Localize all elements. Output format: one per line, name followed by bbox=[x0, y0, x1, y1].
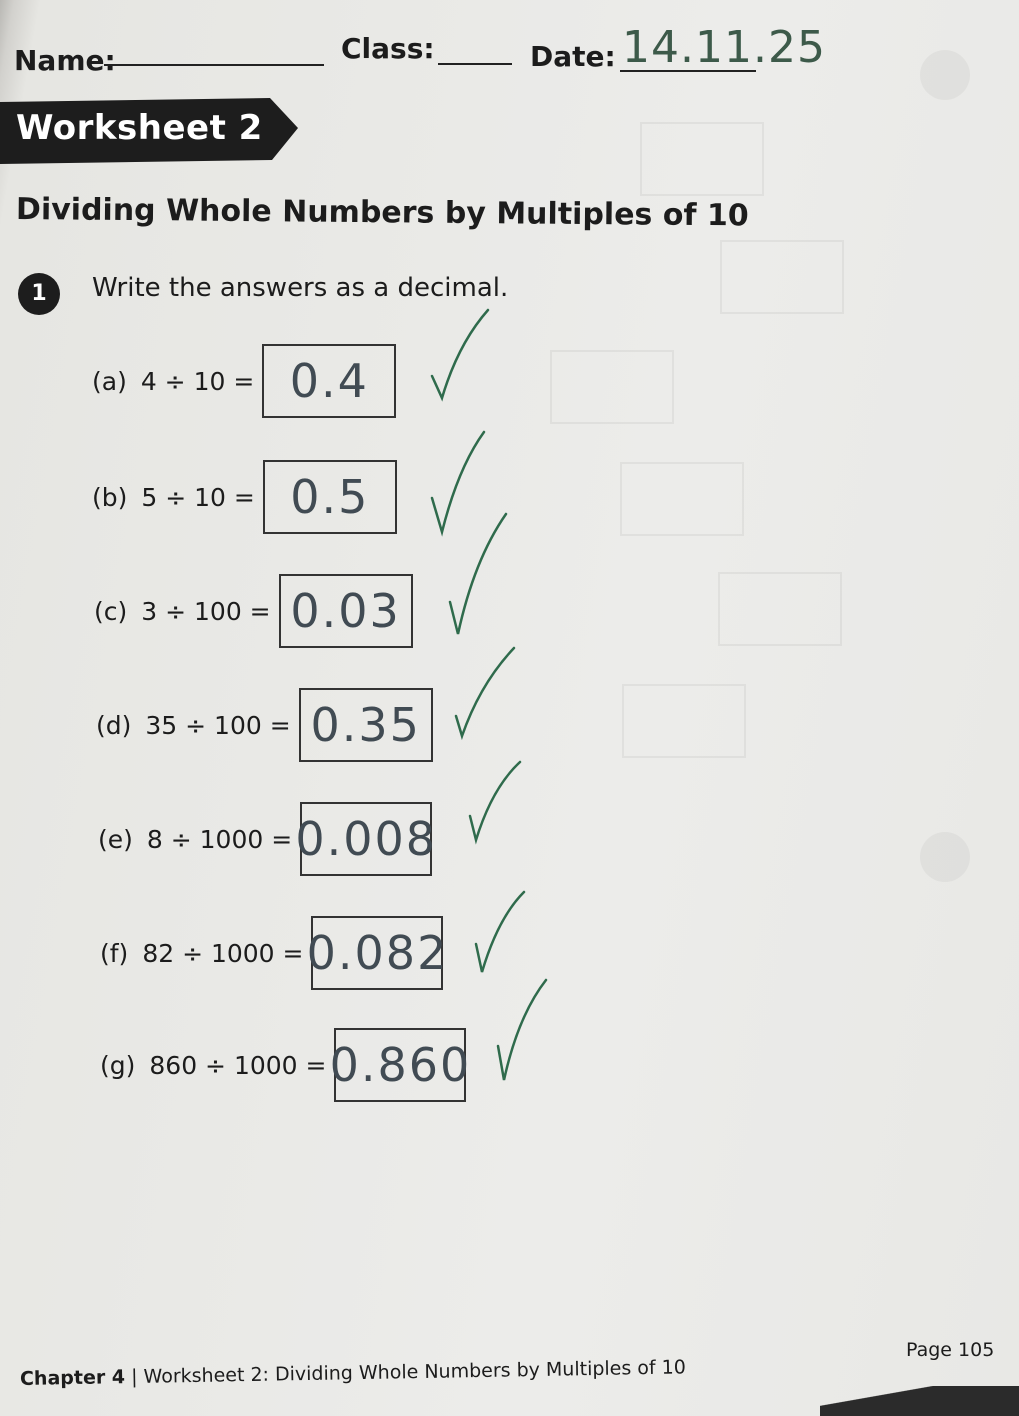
show-through-mark bbox=[720, 240, 844, 314]
answer-box[interactable]: 0.4 bbox=[262, 344, 396, 418]
page-number: Page 105 bbox=[906, 1339, 995, 1361]
show-through-mark bbox=[920, 832, 970, 882]
answer-box[interactable]: 0.008 bbox=[300, 802, 432, 876]
item-expression: 3 ÷ 100 = bbox=[141, 596, 271, 626]
name-label: Name: bbox=[14, 44, 116, 77]
question-item-a bbox=[92, 344, 396, 418]
item-expression: 82 ÷ 1000 = bbox=[142, 938, 304, 968]
item-letter: (f) bbox=[100, 938, 129, 968]
check-mark-icon bbox=[492, 976, 552, 1086]
show-through-mark bbox=[920, 50, 970, 100]
subtitle: Dividing Whole Numbers by Multiples of 10 bbox=[15, 192, 749, 234]
check-mark-icon bbox=[444, 510, 514, 640]
question-item-c bbox=[94, 574, 413, 648]
page-footer bbox=[20, 1356, 686, 1390]
class-field[interactable] bbox=[438, 63, 512, 65]
check-mark-icon bbox=[470, 888, 530, 980]
item-letter: (e) bbox=[98, 824, 133, 854]
show-through-mark bbox=[622, 684, 746, 758]
item-expression: 35 ÷ 100 = bbox=[145, 710, 291, 740]
item-expression: 4 ÷ 10 = bbox=[140, 366, 255, 396]
class-label: Class: bbox=[341, 32, 435, 65]
footer-divider: | bbox=[130, 1365, 144, 1389]
name-field[interactable] bbox=[104, 64, 324, 66]
show-through-mark bbox=[620, 462, 744, 536]
item-letter: (a) bbox=[92, 366, 127, 396]
footer-chapter: Chapter 4 bbox=[19, 1366, 126, 1390]
page-edge-shadow bbox=[820, 1386, 1019, 1416]
item-expression: 5 ÷ 10 = bbox=[141, 482, 255, 512]
date-value: 14.11.25 bbox=[622, 22, 826, 73]
item-letter: (d) bbox=[96, 710, 132, 740]
check-mark-icon bbox=[464, 758, 524, 848]
answer-box[interactable]: 0.860 bbox=[334, 1028, 466, 1102]
footer-title: Worksheet 2: Dividing Whole Numbers by Multiples of 10 bbox=[143, 1356, 687, 1388]
show-through-mark bbox=[718, 572, 842, 646]
question-item-e bbox=[98, 802, 438, 876]
answer-box[interactable]: 0.35 bbox=[299, 688, 433, 762]
show-through-mark bbox=[550, 350, 674, 424]
answer-box[interactable]: 0.5 bbox=[263, 460, 397, 534]
item-letter: (g) bbox=[100, 1050, 136, 1080]
show-through-mark bbox=[640, 122, 764, 196]
date-label: Date: bbox=[530, 40, 616, 73]
answer-box[interactable]: 0.082 bbox=[311, 916, 443, 990]
answer-box[interactable]: 0.03 bbox=[279, 574, 413, 648]
question-item-f bbox=[100, 916, 449, 990]
question-item-d bbox=[96, 688, 433, 762]
check-mark-icon bbox=[450, 644, 520, 744]
item-expression: 8 ÷ 1000 = bbox=[146, 824, 293, 854]
item-letter: (b) bbox=[92, 482, 128, 512]
question-item-b bbox=[92, 460, 397, 534]
item-letter: (c) bbox=[94, 596, 128, 626]
worksheet-title: Worksheet 2 bbox=[16, 108, 263, 148]
check-mark-icon bbox=[426, 304, 496, 404]
item-expression: 860 ÷ 1000 = bbox=[149, 1050, 327, 1080]
question-number-badge: 1 bbox=[18, 273, 60, 315]
question-item-g bbox=[100, 1028, 472, 1102]
question-instruction: Write the answers as a decimal. bbox=[92, 273, 509, 303]
